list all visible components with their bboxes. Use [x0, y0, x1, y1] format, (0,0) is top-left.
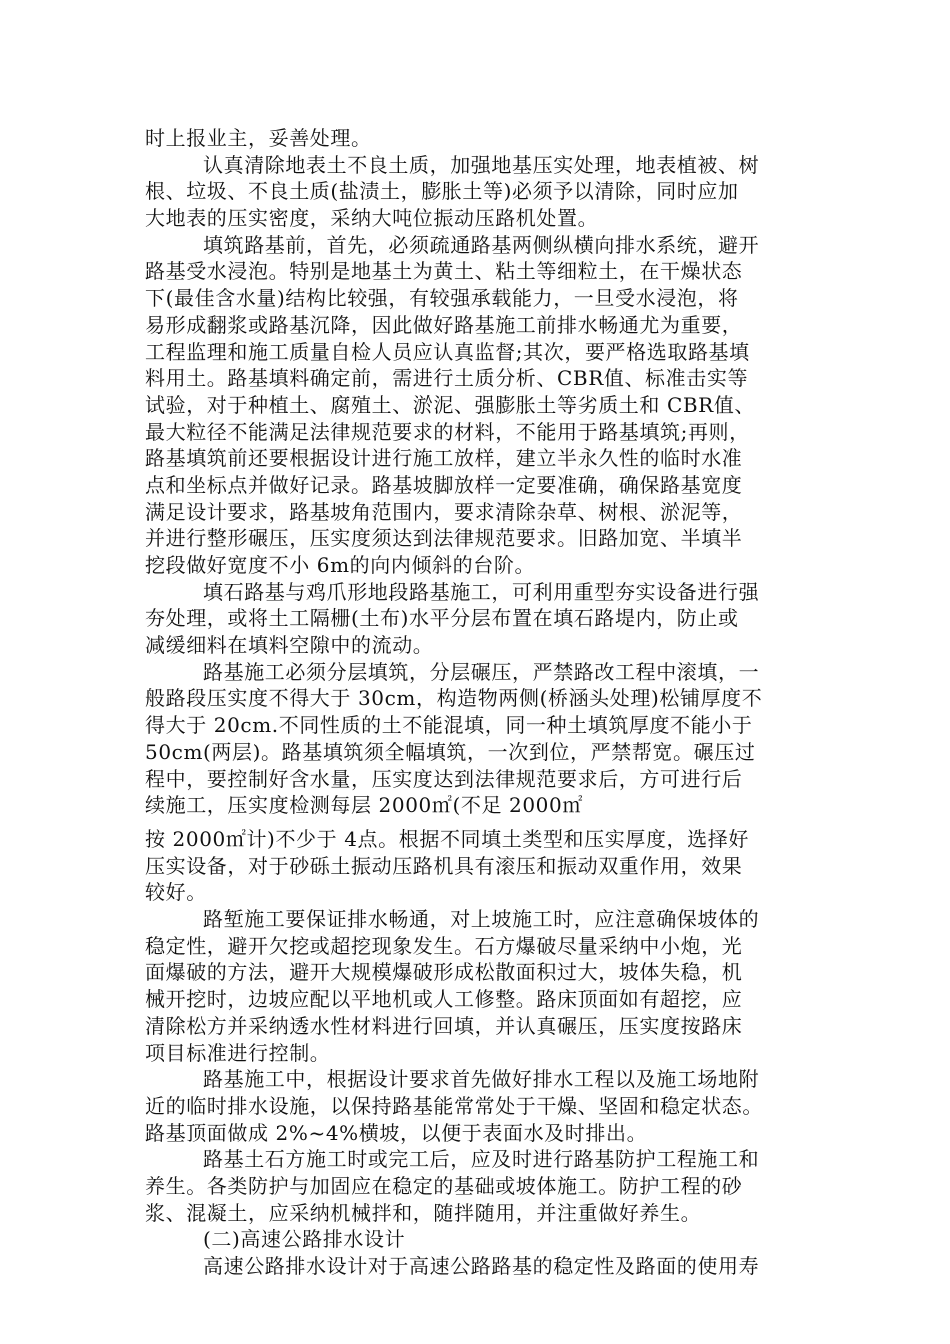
text-line: 最大粒径不能满足法律规范要求的材料，不能用于路基填筑;再则， — [145, 419, 750, 444]
text-block-upper — [145, 125, 809, 819]
text-line: 填筑路基前，首先，必须疏通路基两侧纵横向排水系统，避开 — [203, 232, 760, 257]
text-line: 路基施工必须分层填筑，分层碾压，严禁路改工程中滚填，一 — [203, 659, 760, 684]
text-line: 项目标准进行控制。 — [145, 1040, 331, 1065]
text-line: 50cm(两层)。路基填筑须全幅填筑，一次到位，严禁帮宽。碾压过 — [145, 739, 756, 764]
text-line: 按 2000㎡计)不少于 4点。根据不同填土类型和压实厚度，选择好 — [145, 827, 749, 851]
text-line: 认真清除地表土不良土质，加强地基压实处理，地表植被、树 — [203, 152, 760, 177]
text-line: 满足设计要求，路基坡角范围内，要求清除杂草、树根、淤泥等， — [145, 499, 743, 524]
text-line: 并进行整形碾压，压实度须达到法律规范要求。旧路加宽、半填半 — [145, 526, 743, 551]
text-line: 夯处理，或将土工隔栅(土布)水平分层布置在填石路堤内，防止或 — [145, 606, 739, 631]
text-block-lower — [145, 826, 809, 1280]
text-line: 浆、混凝土，应采纳机械拌和，随拌随用，并注重做好养生。 — [145, 1200, 702, 1225]
text-line: 清除松方并采纳透水性材料进行回填，并认真碾压，压实度按路床 — [145, 1013, 743, 1038]
text-line: 稳定性，避开欠挖或超挖现象发生。石方爆破尽量采纳中小炮，光 — [145, 933, 743, 958]
text-line: 减缓细料在填料空隙中的流动。 — [145, 633, 434, 658]
text-line: 面爆破的方法，避开大规模爆破形成松散面积过大，坡体失稳，机 — [145, 960, 743, 985]
text-line: 养生。各类防护与加固应在稳定的基础或坡体施工。防护工程的砂 — [145, 1173, 743, 1198]
text-line: 挖段做好宽度不小 6m的向内倾斜的台阶。 — [145, 553, 536, 577]
text-line: 填石路基与鸡爪形地段路基施工，可利用重型夯实设备进行强 — [203, 579, 760, 604]
text-line: 根、垃圾、不良土质(盐渍土，膨胀土等)必须予以清除，同时应加 — [145, 179, 739, 204]
text-line: 试验，对于种植土、腐殖土、淤泥、强膨胀土等劣质土和 CBR值、 — [145, 392, 756, 417]
text-line: 时上报业主，妥善处理。 — [145, 126, 372, 150]
text-line: 续施工，压实度检测每层 2000㎡(不足 2000㎡ — [145, 793, 583, 818]
text-line: 点和坐标点并做好记录。路基坡脚放样一定要准确，确保路基宽度 — [145, 472, 743, 497]
text-line: 般路段压实度不得大于 30cm，构造物两侧(桥涵头处理)松铺厚度不 — [145, 686, 763, 711]
text-line: 压实设备，对于砂砾土振动压路机具有滚压和振动双重作用，效果 — [145, 853, 743, 878]
text-line: 路基土石方施工时或完工后，应及时进行路基防护工程施工和 — [203, 1147, 760, 1172]
text-line: 程中，要控制好含水量，压实度达到法律规范要求后，方可进行后 — [145, 766, 743, 791]
text-line: 路基受水浸泡。特别是地基土为黄土、粘土等细粒土，在干燥状态 — [145, 259, 743, 284]
text-line: 下(最佳含水量)结构比较强，有较强承载能力，一旦受水浸泡，将 — [145, 286, 739, 311]
text-line: 工程监理和施工质量自检人员应认真监督;其次，要严格选取路基填 — [145, 339, 750, 364]
text-line: 高速公路排水设计对于高速公路路基的稳定性及路面的使用寿 — [203, 1254, 760, 1278]
text-line: 大地表的压实密度，采纳大吨位振动压路机处置。 — [145, 206, 599, 231]
text-line: 路基填筑前还要根据设计进行施工放样，建立半永久性的临时水准 — [145, 446, 743, 471]
text-line: (二)高速公路排水设计 — [203, 1227, 406, 1252]
text-line: 料用土。路基填料确定前，需进行土质分析、CBR值、标准击实等 — [145, 366, 749, 391]
text-line: 路基顶面做成 2%~4%横坡，以便于表面水及时排出。 — [145, 1120, 648, 1145]
text-line: 路基施工中，根据设计要求首先做好排水工程以及施工场地附 — [203, 1067, 760, 1092]
text-line: 械开挖时，边坡应配以平地机或人工修整。路床顶面如有超挖，应 — [145, 987, 743, 1012]
text-line: 路堑施工要保证排水畅通，对上坡施工时，应注意确保坡体的 — [203, 907, 760, 932]
text-line: 近的临时排水设施，以保持路基能常常处于干燥、坚固和稳定状态。 — [145, 1093, 763, 1118]
text-line: 易形成翻浆或路基沉降，因此做好路基施工前排水畅通尤为重要， — [145, 312, 743, 337]
text-line: 较好。 — [145, 880, 207, 905]
text-line: 得大于 20cm.不同性质的土不能混填，同一种土填筑厚度不能小于 — [145, 713, 753, 738]
